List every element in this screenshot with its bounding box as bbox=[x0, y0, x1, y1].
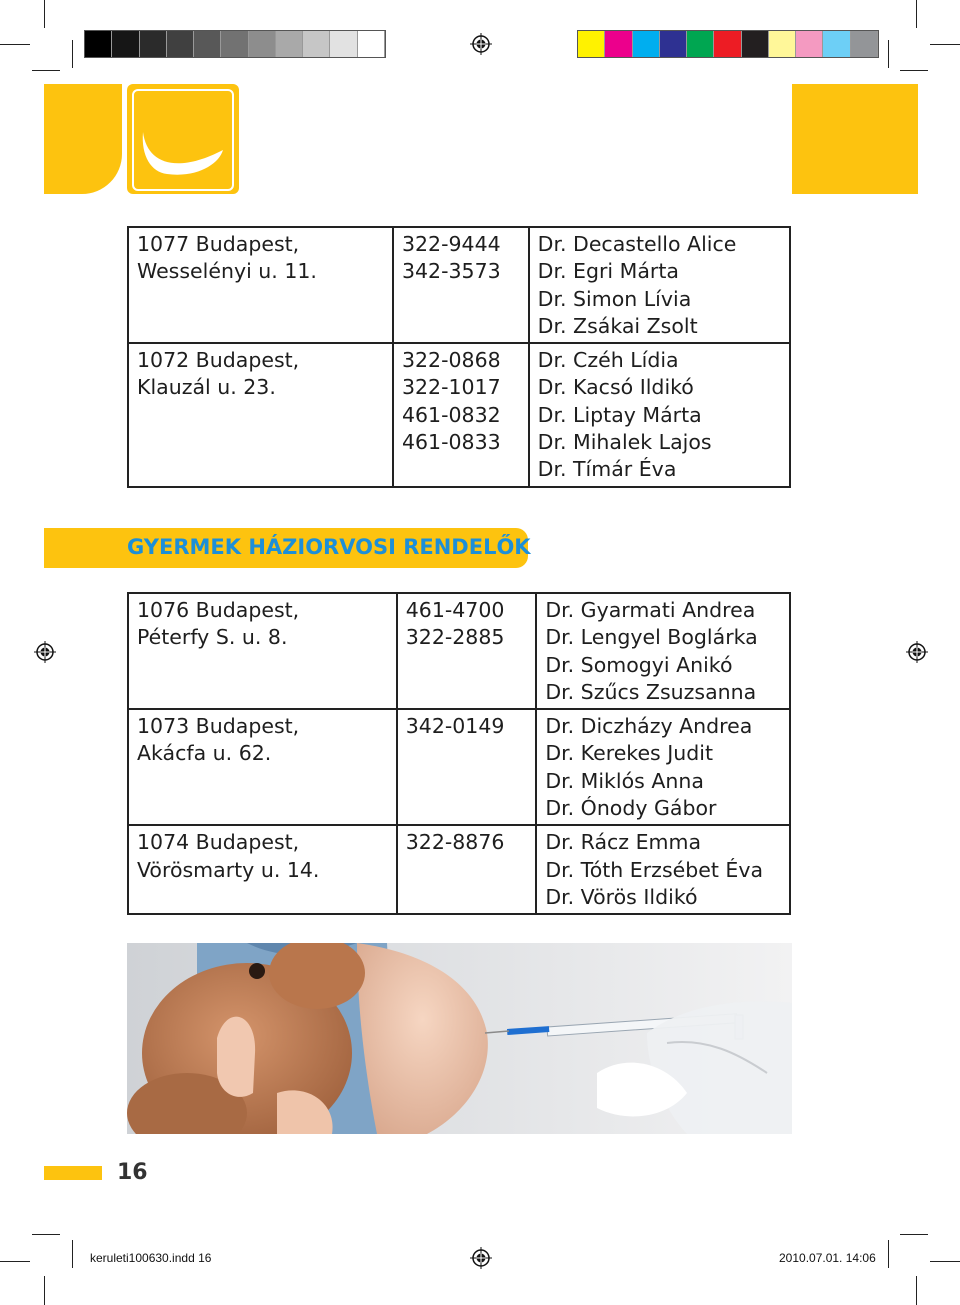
address-line: 1077 Budapest, bbox=[137, 232, 300, 256]
phone-line: 461-0833 bbox=[401, 430, 501, 455]
address-cell bbox=[128, 343, 393, 486]
address-line: 1076 Budapest, bbox=[137, 598, 300, 622]
crop-mark bbox=[930, 44, 960, 45]
address-cell bbox=[128, 593, 397, 709]
child-vaccination-photo bbox=[127, 943, 792, 1134]
doctors-cell bbox=[536, 709, 790, 825]
color-swatch bbox=[823, 31, 850, 57]
phone-line: 322-1017 bbox=[401, 375, 501, 400]
section-title: GYERMEK HÁZIORVOSI RENDELŐK bbox=[127, 535, 531, 559]
crop-mark bbox=[888, 1240, 889, 1268]
header-yellow-block-right bbox=[792, 84, 918, 194]
color-swatch bbox=[112, 31, 139, 57]
doctors-line: Dr. Ónody Gábor bbox=[545, 796, 717, 821]
doctors-line: Dr. Diczházy Andrea bbox=[545, 714, 753, 739]
address-cell bbox=[128, 825, 397, 914]
crop-mark bbox=[0, 44, 30, 45]
color-swatch bbox=[303, 31, 330, 57]
color-swatch bbox=[578, 31, 605, 57]
crop-mark bbox=[916, 0, 917, 28]
address-line: 1072 Budapest, bbox=[137, 348, 300, 373]
address-line: Péterfy S. u. 8. bbox=[137, 625, 288, 650]
color-swatch bbox=[769, 31, 796, 57]
color-swatch bbox=[605, 31, 632, 57]
child-clinics-table bbox=[127, 592, 791, 915]
phone-line: 322-0868 bbox=[401, 348, 501, 373]
crop-mark bbox=[44, 0, 45, 28]
adult-clinics-table bbox=[127, 226, 791, 488]
doctors-line: Dr. Simon Lívia bbox=[537, 286, 692, 311]
phone-cell bbox=[397, 593, 537, 709]
crop-mark bbox=[32, 70, 60, 71]
crop-mark bbox=[32, 1234, 60, 1235]
crop-mark bbox=[0, 1261, 30, 1262]
address-line: Wesselényi u. 11. bbox=[137, 259, 317, 284]
phone-line: 322-9444 bbox=[401, 232, 501, 256]
doctors-line: Dr. Rácz Emma bbox=[545, 830, 702, 855]
phone-line: 461-4700 bbox=[405, 598, 505, 622]
table-row bbox=[128, 709, 790, 825]
phone-line: 342-0149 bbox=[405, 714, 505, 739]
doctors-line: Dr. Vörös Ildikó bbox=[545, 884, 698, 909]
doctors-line: Dr. Somogyi Anikó bbox=[545, 652, 733, 677]
phone-cell bbox=[397, 825, 537, 914]
color-swatch bbox=[140, 31, 167, 57]
doctors-line: Dr. Mihalek Lajos bbox=[537, 430, 712, 455]
address-line: 1073 Budapest, bbox=[137, 714, 300, 739]
color-swatch bbox=[714, 31, 741, 57]
doctors-line: Dr. Egri Márta bbox=[537, 259, 679, 284]
phone-cell bbox=[397, 709, 537, 825]
doctors-line: Dr. Decastello Alice bbox=[537, 232, 737, 256]
doctors-line: Dr. Lengyel Boglárka bbox=[545, 625, 758, 650]
crop-mark bbox=[900, 1234, 928, 1235]
doctors-cell bbox=[536, 593, 790, 709]
phone-cell bbox=[393, 227, 529, 343]
color-swatch bbox=[796, 31, 823, 57]
address-line: Vörösmarty u. 14. bbox=[137, 857, 320, 882]
doctors-line: Dr. Zsákai Zsolt bbox=[537, 313, 698, 338]
crop-mark bbox=[900, 70, 928, 71]
address-line: Klauzál u. 23. bbox=[137, 375, 276, 400]
address-cell bbox=[128, 227, 393, 343]
doctors-line: Dr. Kacsó Ildikó bbox=[537, 375, 694, 400]
address-line: Akácfa u. 62. bbox=[137, 741, 272, 766]
crop-mark bbox=[72, 1240, 73, 1268]
color-swatch bbox=[249, 31, 276, 57]
crop-mark bbox=[72, 40, 73, 68]
table-row bbox=[128, 227, 790, 343]
process-color-bar bbox=[577, 30, 879, 58]
phone-line: 342-3573 bbox=[401, 259, 501, 284]
slug-timestamp: 2010.07.01. 14:06 bbox=[779, 1251, 876, 1265]
color-swatch bbox=[660, 31, 687, 57]
table-row bbox=[128, 593, 790, 709]
doctors-line: Dr. Kerekes Judit bbox=[545, 741, 714, 766]
table-row bbox=[128, 343, 790, 486]
color-swatch bbox=[194, 31, 221, 57]
doctors-line: Dr. Czéh Lídia bbox=[537, 348, 679, 373]
registration-mark-icon bbox=[34, 641, 56, 663]
doctors-line: Dr. Szűcs Zsuzsanna bbox=[545, 679, 757, 704]
crop-mark bbox=[888, 40, 889, 68]
logo bbox=[127, 84, 239, 194]
header-yellow-block-left bbox=[44, 84, 122, 194]
doctors-cell bbox=[529, 227, 790, 343]
registration-mark-icon bbox=[470, 33, 492, 55]
doctors-line: Dr. Miklós Anna bbox=[545, 768, 704, 793]
phone-cell bbox=[393, 343, 529, 486]
doctors-line: Dr. Gyarmati Andrea bbox=[545, 598, 756, 622]
phone-line: 322-8876 bbox=[405, 830, 505, 855]
gray-color-bar bbox=[84, 30, 386, 58]
address-cell bbox=[128, 709, 397, 825]
color-swatch bbox=[851, 31, 878, 57]
crop-mark bbox=[44, 1276, 45, 1305]
table-row bbox=[128, 825, 790, 914]
color-swatch bbox=[687, 31, 714, 57]
color-swatch bbox=[276, 31, 303, 57]
page-number-bar bbox=[44, 1166, 102, 1180]
doctors-cell bbox=[536, 825, 790, 914]
phone-line: 461-0832 bbox=[401, 402, 501, 427]
registration-mark-icon bbox=[470, 1247, 492, 1269]
color-swatch bbox=[167, 31, 194, 57]
doctors-line: Dr. Tóth Erzsébet Éva bbox=[545, 857, 764, 882]
crop-mark bbox=[930, 1261, 960, 1262]
color-swatch bbox=[742, 31, 769, 57]
crop-mark bbox=[916, 1276, 917, 1305]
color-swatch bbox=[358, 31, 385, 57]
doctors-cell bbox=[529, 343, 790, 486]
color-swatch bbox=[85, 31, 112, 57]
smile-swoosh-icon bbox=[137, 124, 229, 180]
phone-line: 322-2885 bbox=[405, 625, 505, 650]
color-swatch bbox=[633, 31, 660, 57]
doctors-line: Dr. Liptay Márta bbox=[537, 402, 702, 427]
slug-filename: keruleti100630.indd 16 bbox=[90, 1251, 212, 1265]
page-number: 16 bbox=[117, 1160, 148, 1185]
address-line: 1074 Budapest, bbox=[137, 830, 300, 855]
color-swatch bbox=[221, 31, 248, 57]
registration-mark-icon bbox=[906, 641, 928, 663]
doctors-line: Dr. Tímár Éva bbox=[537, 457, 677, 482]
color-swatch bbox=[330, 31, 357, 57]
